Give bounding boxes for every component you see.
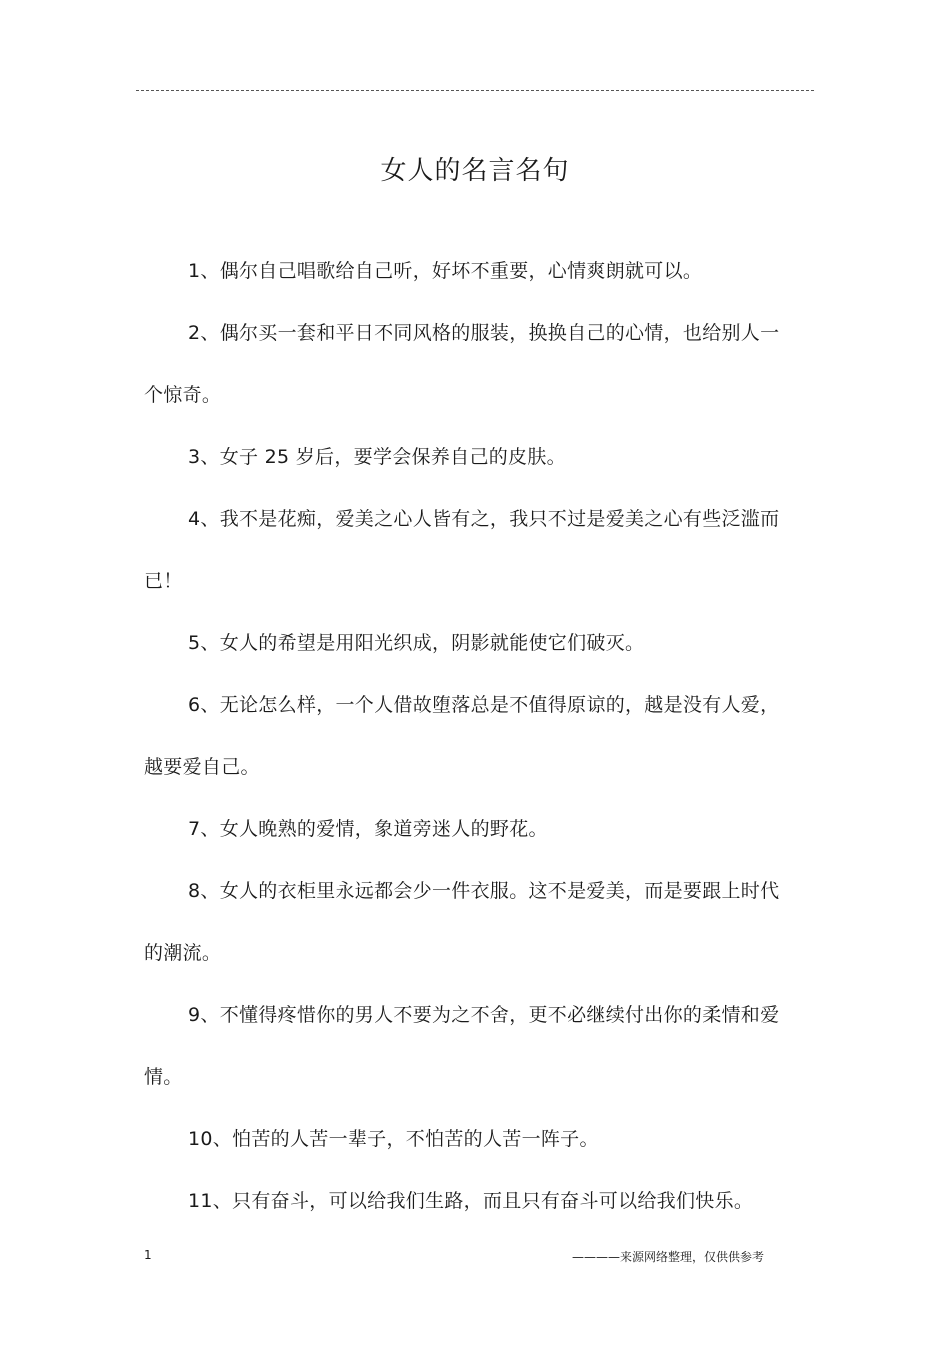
- quote-item: 3、女子 25 岁后，要学会保养自己的皮肤。: [188, 446, 566, 468]
- quote-item: 1、偶尔自己唱歌给自己听，好坏不重要，心情爽朗就可以。: [188, 260, 703, 282]
- page-number: 1: [144, 1248, 152, 1262]
- quote-item: 7、女人晚熟的爱情，象道旁迷人的野花。: [188, 818, 548, 840]
- quote-item: 9、不懂得疼惜你的男人不要为之不舍，更不必继续付出你的柔情和爱情。: [144, 1004, 780, 1088]
- footer-note: ————来源网络整理，仅供供参考: [571, 1250, 764, 1264]
- quote-item: 2、偶尔买一套和平日不同风格的服装，换换自己的心情，也给别人一个惊奇。: [144, 322, 780, 406]
- quote-list: [144, 240, 784, 1232]
- quote-item: 5、女人的希望是用阳光织成，阴影就能使它们破灭。: [188, 632, 645, 654]
- quote-item: 11、只有奋斗，可以给我们生路，而且只有奋斗可以给我们快乐。: [188, 1190, 754, 1212]
- header-divider: [136, 90, 814, 91]
- page-footer: [144, 1248, 764, 1268]
- quote-item: 4、我不是花痴，爱美之心人皆有之，我只不过是爱美之心有些泛滥而已！: [144, 508, 780, 592]
- quote-item: 10、怕苦的人苦一辈子，不怕苦的人苦一阵子。: [188, 1128, 599, 1150]
- quote-item: 6、无论怎么样，一个人借故堕落总是不值得原谅的，越是没有人爱，越要爱自己。: [144, 694, 780, 778]
- document-title: 女人的名言名句: [380, 156, 570, 186]
- quote-item: 8、女人的衣柜里永远都会少一件衣服。这不是爱美，而是要跟上时代的潮流。: [144, 880, 780, 964]
